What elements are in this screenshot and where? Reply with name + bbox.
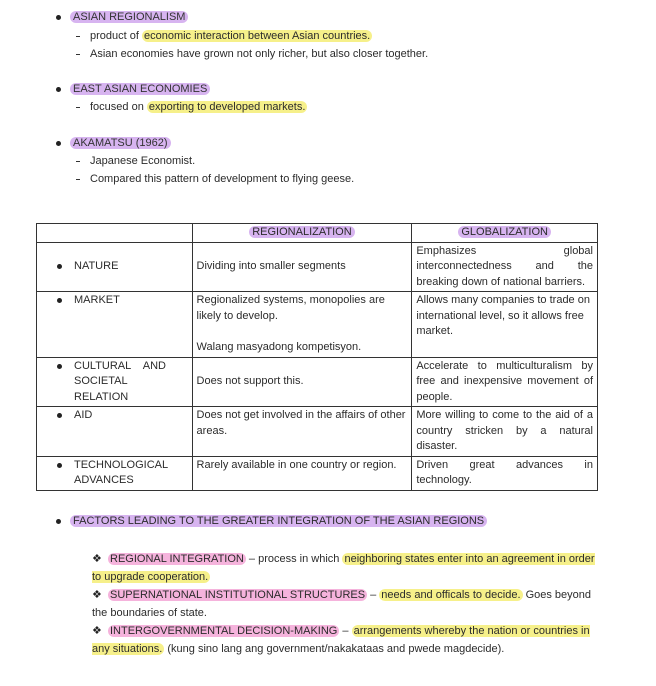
dash-icon [76, 36, 80, 37]
item-text: Asian economies have grown not only richer, but also closer together. [90, 48, 429, 60]
bullet-icon [56, 141, 61, 146]
row-label-cell [37, 292, 193, 358]
cell-note: Walang masyadong kompetisyon. [196, 341, 362, 353]
table-row [37, 357, 598, 407]
section-akamatsu [56, 137, 171, 149]
highlighted-text: neighboring states enter into an agreement in order to upgrade cooperation. [92, 553, 595, 583]
section-factors [56, 515, 487, 527]
table-row [37, 292, 598, 358]
list-item [76, 48, 428, 60]
highlighted-text: needs and officals to decide. [381, 589, 521, 601]
bullet-icon [56, 519, 61, 524]
bullet-icon [57, 463, 62, 468]
factor-term: INTERGOVERNMENTAL DECISION-MAKING [110, 625, 338, 637]
header-label: REGIONALIZATION [249, 226, 354, 238]
table-cell [412, 292, 598, 358]
row-label-cell [37, 456, 193, 490]
table-cell [192, 407, 412, 457]
factor-separator: – process in which [245, 553, 343, 565]
factor-term: REGIONAL INTEGRATION [110, 553, 244, 565]
section-east-asian-economies [56, 83, 210, 95]
cell-text: Allows many companies to trade on international level, so it allows free market. [416, 294, 590, 337]
cell-text: More willing to come to the aid of a country stricken by a natural disaster. [416, 409, 593, 452]
row-label: TECHNOLOGICAL ADVANCES [74, 458, 168, 486]
section-asian-regionalism [56, 11, 188, 23]
table-cell [412, 357, 598, 407]
cell-text: Driven great advances in technology. [416, 458, 593, 486]
section-heading: FACTORS LEADING TO THE GREATER INTEGRATION OF THE ASIAN REGIONS [70, 515, 487, 527]
highlighted-text: exporting to developed markets. [148, 101, 306, 113]
section-heading: AKAMATSU (1962) [70, 137, 171, 149]
factor-separator: – [367, 589, 380, 601]
list-item [76, 155, 195, 167]
bullet-icon [57, 298, 62, 303]
item-text: focused on [90, 101, 147, 113]
list-item [76, 173, 354, 185]
factor-rest: Goes beyond the boundaries of state. [92, 589, 592, 619]
table-cell [412, 407, 598, 457]
diamond-bullet-icon: ❖ [92, 589, 102, 601]
table-header [192, 224, 412, 243]
factor-item [92, 622, 598, 658]
bullet-icon [57, 364, 62, 369]
row-label-cell [37, 407, 193, 457]
factor-item [92, 586, 598, 622]
item-text: Japanese Economist. [90, 155, 196, 167]
diamond-bullet-icon: ❖ [92, 625, 102, 637]
table-cell [192, 292, 412, 358]
row-label-cell [37, 357, 193, 407]
table-cell [192, 456, 412, 490]
list-item [76, 101, 307, 113]
row-label-cell [37, 242, 193, 292]
cell-text: Emphasizes global interconnectedness and the breaking down of national barriers. [416, 244, 593, 288]
cell-text: Regionalized systems, monopolies are likely to develop. [196, 294, 385, 322]
table-header-empty [37, 224, 193, 243]
diamond-bullet-icon: ❖ [92, 553, 102, 565]
dash-icon [76, 179, 80, 180]
factor-separator: – [339, 625, 352, 637]
row-label: AID [74, 409, 93, 421]
comparison-table [36, 223, 598, 491]
row-label: MARKET [74, 294, 120, 306]
cell-text: Rarely available in one country or region. [196, 458, 397, 471]
table-cell [192, 242, 412, 292]
table-row [37, 242, 598, 292]
header-label: GLOBALIZATION [458, 226, 551, 238]
section-heading: ASIAN REGIONALISM [70, 11, 188, 23]
highlighted-text: economic interaction between Asian countries. [143, 30, 371, 42]
row-label: CULTURAL AND SOCIETAL RELATION [74, 359, 166, 403]
table-cell [192, 357, 412, 407]
dash-icon [76, 54, 80, 55]
cell-text: Does not get involved in the affairs of other areas. [196, 409, 406, 437]
row-label: NATURE [74, 260, 119, 272]
bullet-icon [57, 264, 62, 269]
table-header [412, 224, 598, 243]
highlighted-text: arrangements whereby the nation or countries in any situations. [92, 625, 590, 655]
section-heading: EAST ASIAN ECONOMIES [70, 83, 210, 95]
cell-text: Does not support this. [196, 375, 304, 387]
factor-item [92, 550, 598, 586]
table-cell [412, 456, 598, 490]
cell-text: Dividing into smaller segments [196, 260, 346, 272]
factor-term: SUPERNATIONAL INSTITUTIONAL STRUCTURES [110, 589, 366, 601]
item-text: Compared this pattern of development to flying geese. [90, 173, 355, 185]
table-row [37, 407, 598, 457]
factor-rest: (kung sino lang ang government/nakakataas and pwede magdecide). [164, 643, 505, 655]
list-item [76, 30, 372, 42]
dash-icon [76, 107, 80, 108]
bullet-icon [57, 413, 62, 418]
bullet-icon [56, 87, 61, 92]
bullet-icon [56, 15, 61, 20]
item-text: product of [90, 30, 142, 42]
table-header-row [37, 224, 598, 243]
cell-text: Accelerate to multiculturalism by free and inexpensive movement of people. [416, 359, 593, 403]
table-row [37, 456, 598, 490]
table-cell [412, 242, 598, 292]
dash-icon [76, 161, 80, 162]
